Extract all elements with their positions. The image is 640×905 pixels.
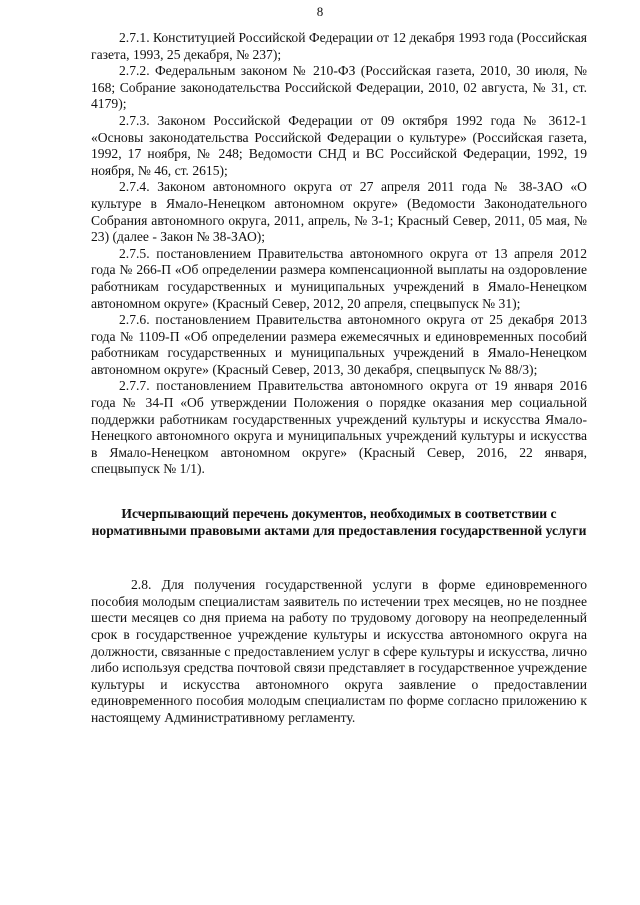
paragraph-2-7-5: 2.7.5. постановлением Правительства автономного округа от 13 апреля 2012 года № 266-П «Об определении размера компенсационной выплаты на оздоровление работникам государственных и муниципальных учреждений в Ямало-Ненецком автономном округе» (Красный Север, 2012, 20 апреля, спецвыпуск № 31); bbox=[91, 245, 587, 311]
paragraph-2-7-2: 2.7.2. Федеральным законом № 210-ФЗ (Российская газета, 2010, 30 июля, № 168; Собрание законодательства Российской Федерации, 2010, 02 августа, № 31, ст. 4179); bbox=[91, 63, 587, 112]
paragraph-2-7-4: 2.7.4. Законом автономного округа от 27 апреля 2011 года № 38-ЗАО «О культуре в Ямало-Ненецком автономном округе» (Ведомости Законодательного Собрания автономного округа, 2011, апрель, № 3-1; Красный Север, 2011, 05 мая, № 23) (далее - Закон № 38-ЗАО); bbox=[91, 179, 587, 245]
paragraph-2-7-6: 2.7.6. постановлением Правительства автономного округа от 25 декабря 2013 года № 1109-П «Об определении размера ежемесячных и единовременных пособий работникам государственных и муниципальных учреждений в Ямало-Ненецком автономном округе» (Красный Север, 2013, 30 декабря, спецвыпуск № 88/3); bbox=[91, 312, 587, 377]
document-body bbox=[91, 30, 587, 727]
paragraph-2-7-7: 2.7.7. постановлением Правительства автономного округа от 19 января 2016 года № 34-П «Об утверждении Положения о порядке оказания мер социальной поддержки работникам государственных учреждений культуры и искусства Ямало-Ненецкого автономного округа и муниципальных учреждений культуры и искусства в Ямало-Ненецком автономном округе» (Красный Север, 2016, 22 января, спецвыпуск № 1/1). bbox=[91, 378, 587, 477]
section-heading: Исчерпывающий перечень документов, необходимых в соответствии с нормативными правовыми актами для предоставления государственной услуги bbox=[91, 506, 587, 538]
paragraph-2-7-1: 2.7.1. Конституцией Российской Федерации от 12 декабря 1993 года (Российская газета, 1993, 25 декабря, № 237); bbox=[91, 30, 587, 62]
paragraph-2-8: 2.8. Для получения государственной услуги в форме единовременного пособия молодым специалистам заявитель по истечении трех месяцев, но не позднее шести месяцев со дня приема на работу по трудовому договору на неопределенный срок в государственное учреждение культуры и искусства автономного округа на должности, связанные с предоставлением услуг в сфере культуры и искусства, лично либо используя средства почтовой связи представляет в государственное учреждение культуры и искусства автономного округа заявление о предоставлении единовременного пособия молодым специалистам по форме согласно приложению к настоящему Административному регламенту. bbox=[91, 577, 587, 725]
paragraph-2-7-3: 2.7.3. Законом Российской Федерации от 09 октября 1992 года № 3612-1 «Основы законодательства Российской Федерации о культуре» (Российская газета, 1992, 17 ноября, № 248; Ведомости СНД и ВС Российской Федерации, 1992, 19 ноября, № 46, ст. 2615); bbox=[91, 112, 587, 178]
page-number: 8 bbox=[316, 4, 324, 19]
